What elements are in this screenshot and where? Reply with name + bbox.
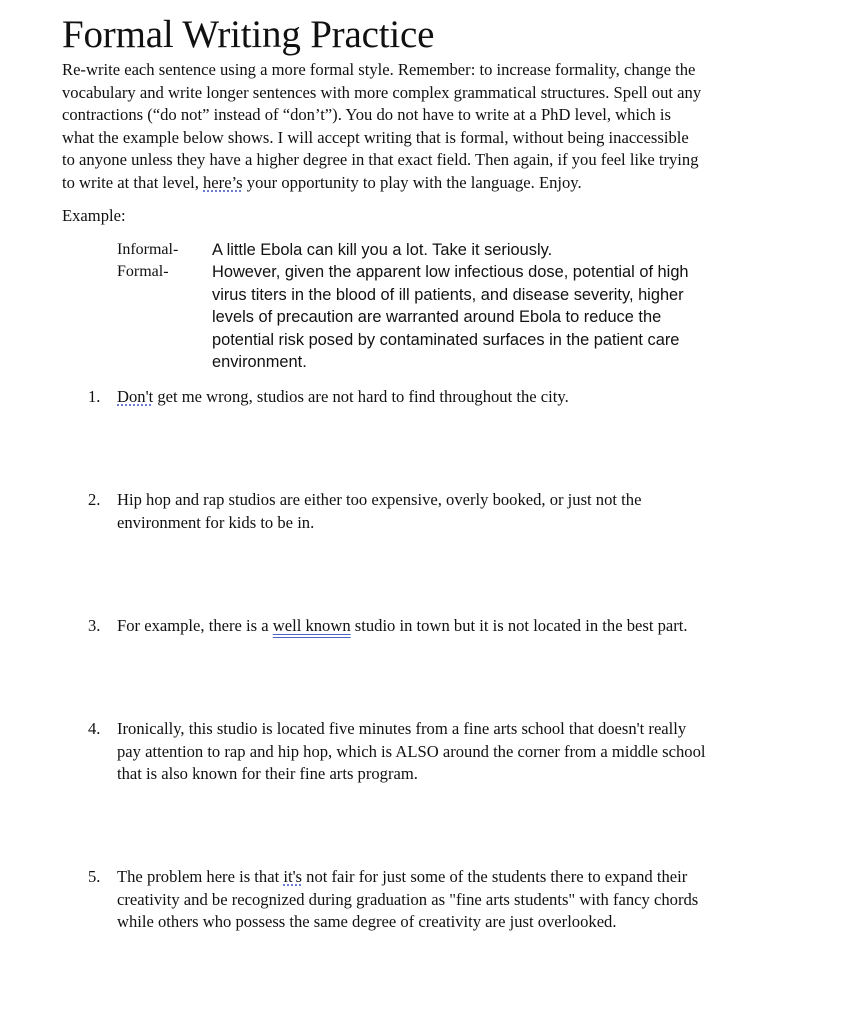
item-line bbox=[117, 866, 777, 889]
item-sentence bbox=[117, 386, 777, 409]
example-line: levels of precaution are warranted around Ebola to reduce the bbox=[212, 308, 662, 326]
instructions-text: your opportunity to play with the language. Enjoy. bbox=[242, 172, 582, 192]
informal-term: Informal- bbox=[117, 241, 179, 258]
instructions-line: vocabulary and write longer sentences with more complex grammatical structures. Spell out any bbox=[62, 82, 702, 102]
grammar-flag-phrase[interactable]: well known bbox=[272, 616, 351, 635]
instructions-line bbox=[62, 172, 782, 195]
item-sentence bbox=[117, 615, 777, 638]
item-number: 3. bbox=[88, 616, 101, 635]
item-sentence bbox=[117, 866, 777, 934]
grammar-flag-word[interactable]: here’s bbox=[203, 172, 243, 192]
item-line: Ironically, this studio is located five minutes from a fine arts school that doesn't really bbox=[117, 719, 687, 738]
instructions-text: to write at that level, bbox=[62, 172, 203, 192]
item-line: while others who possess the same degree of creativity are just overlooked. bbox=[117, 912, 617, 931]
item-line bbox=[117, 615, 777, 638]
item-line: Hip hop and rap studios are either too expensive, overly booked, or just not the bbox=[117, 490, 642, 509]
formal-example-text bbox=[212, 261, 772, 374]
grammar-flag-word[interactable]: Don't bbox=[117, 387, 154, 406]
informal-example-text bbox=[212, 239, 772, 262]
item-line: creativity and be recognized during graduation as "fine arts students" with fancy chords bbox=[117, 889, 699, 909]
item-line: environment for kids to be in. bbox=[117, 512, 315, 532]
instructions-line: contractions (“do not” instead of “don’t”). You do not have to write at a PhD level, which is bbox=[62, 105, 671, 124]
formal-term: Formal- bbox=[117, 263, 169, 280]
grammar-flag-word[interactable]: it's bbox=[283, 867, 303, 886]
item-sentence bbox=[117, 489, 777, 534]
item-line: that is also known for their fine arts program. bbox=[117, 764, 418, 783]
example-line: virus titers in the blood of ill patients, and disease severity, higher bbox=[212, 285, 684, 304]
item-line: pay attention to rap and hip hop, which is ALSO around the corner from a middle school bbox=[117, 741, 706, 761]
example-line: environment. bbox=[212, 353, 307, 371]
page-title: Formal Writing Practice bbox=[62, 13, 435, 56]
item-number: 5. bbox=[88, 867, 101, 886]
item-text: The problem here is that bbox=[117, 867, 284, 886]
item-text: get me wrong, studios are not hard to find throughout the city. bbox=[153, 387, 569, 406]
item-text: studio in town but it is not located in the best part. bbox=[350, 616, 688, 635]
item-number: 1. bbox=[88, 387, 101, 406]
item-number: 2. bbox=[88, 490, 101, 509]
item-sentence bbox=[117, 718, 777, 786]
example-line: However, given the apparent low infectious dose, potential of high bbox=[212, 263, 689, 281]
item-text: not fair for just some of the students there to expand their bbox=[302, 867, 688, 886]
instructions-line: to anyone unless they have a higher degree in that exact field. Then again, if you feel like trying bbox=[62, 150, 699, 169]
example-line: A little Ebola can kill you a lot. Take it seriously. bbox=[212, 241, 553, 259]
item-text: For example, there is a bbox=[117, 616, 273, 635]
instructions-paragraph bbox=[62, 59, 782, 194]
instructions-line: what the example below shows. I will accept writing that is formal, without being inaccessible bbox=[62, 127, 689, 147]
example-label: Example: bbox=[62, 206, 126, 225]
item-number: 4. bbox=[88, 719, 101, 738]
example-line: potential risk posed by contaminated surfaces in the patient care bbox=[212, 330, 680, 349]
item-line bbox=[117, 386, 777, 409]
instructions-line: Re-write each sentence using a more formal style. Remember: to increase formality, change the bbox=[62, 60, 696, 79]
